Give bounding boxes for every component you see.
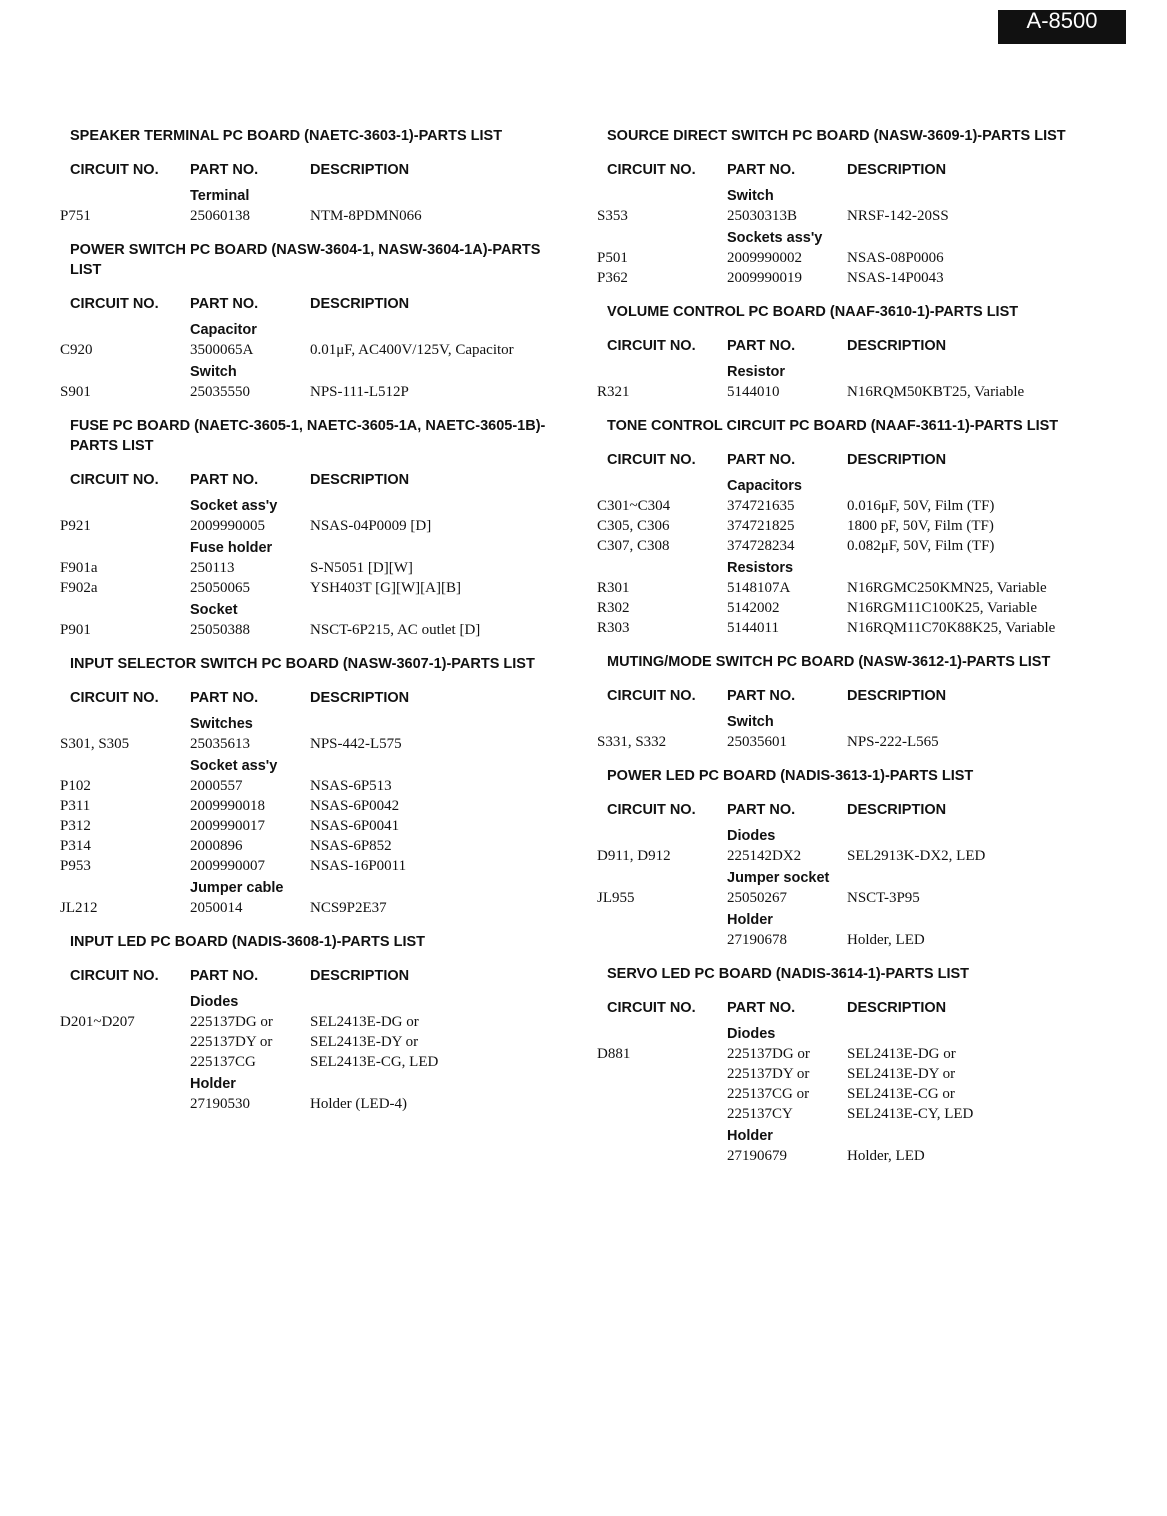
header-circuit-no: CIRCUIT NO. (607, 688, 696, 704)
part-no: 25050388 (190, 622, 250, 638)
part-no: 25050065 (190, 580, 250, 596)
description: Holder (LED-4) (310, 1096, 408, 1112)
part-row (597, 1044, 1097, 1064)
part-row (60, 816, 560, 836)
group-title: Fuse holder (190, 540, 273, 556)
circuit-no: P362 (597, 270, 628, 286)
header-description: DESCRIPTION (310, 968, 410, 984)
part-no: 225137CY (727, 1106, 793, 1122)
description: SEL2413E-CG or (847, 1086, 955, 1102)
part-no: 225137DY or (190, 1034, 273, 1050)
circuit-no (60, 1032, 190, 1052)
parts-section (60, 240, 560, 402)
column-header-row (70, 470, 560, 490)
part-no: 25050267 (727, 890, 787, 906)
circuit-no: P751 (60, 208, 91, 224)
header-description: DESCRIPTION (847, 452, 947, 468)
description: NSAS-04P0009 [D] (310, 518, 432, 534)
description: NSAS-6P852 (310, 838, 392, 854)
circuit-no: P953 (60, 858, 91, 874)
part-no: 3500065A (190, 342, 254, 358)
part-row (60, 796, 560, 816)
column-header-row (607, 450, 1097, 470)
part-no: 374728234 (727, 538, 795, 554)
circuit-no: S901 (60, 384, 91, 400)
parts-section (60, 932, 560, 1114)
part-row (597, 618, 1097, 638)
part-no: 374721825 (727, 518, 795, 534)
group-title: Holder (727, 912, 773, 928)
part-no: 25035550 (190, 384, 250, 400)
circuit-no (597, 1146, 727, 1166)
header-part-no: PART NO. (190, 968, 259, 984)
part-row (60, 734, 560, 754)
part-row (597, 268, 1097, 288)
group-title: Socket ass'y (190, 758, 278, 774)
header-circuit-no: CIRCUIT NO. (70, 690, 159, 706)
header-description: DESCRIPTION (847, 688, 947, 704)
part-row (597, 206, 1097, 226)
group-title: Switch (727, 714, 774, 730)
parts-group (60, 714, 560, 754)
header-circuit-no: CIRCUIT NO. (607, 338, 696, 354)
parts-group (597, 476, 1097, 556)
column-header-row (70, 160, 560, 180)
part-no: 2009990019 (727, 270, 802, 286)
parts-group (60, 538, 560, 598)
part-no: 2009990017 (190, 818, 265, 834)
group-title: Switches (190, 716, 253, 732)
section-title: POWER SWITCH PC BOARD (NASW-3604-1, NASW-3604-1A)-PARTS LIST (70, 242, 541, 278)
part-row (607, 1104, 1097, 1124)
header-part-no: PART NO. (190, 296, 259, 312)
part-no: 225137DY or (727, 1066, 810, 1082)
column-header-row (70, 688, 560, 708)
parts-section (597, 652, 1097, 752)
parts-group (597, 1024, 1097, 1124)
part-row (70, 1052, 560, 1072)
circuit-no: S353 (597, 208, 628, 224)
header-part-no: PART NO. (727, 162, 796, 178)
part-no: 2009990005 (190, 518, 265, 534)
description: SEL2413E-DG or (310, 1014, 419, 1030)
part-no: 2000896 (190, 838, 243, 854)
part-no: 2000557 (190, 778, 243, 794)
part-no: 27190679 (727, 1148, 787, 1164)
header-part-no: PART NO. (727, 338, 796, 354)
parts-group (607, 1126, 1097, 1166)
header-part-no: PART NO. (727, 1000, 796, 1016)
part-row (607, 930, 1097, 950)
description: NPS-111-L512P (310, 384, 409, 400)
section-title: SOURCE DIRECT SWITCH PC BOARD (NASW-3609-1)-PARTS LIST (607, 128, 1066, 144)
description: SEL2413E-CY, LED (847, 1106, 974, 1122)
header-circuit-no: CIRCUIT NO. (607, 162, 696, 178)
description: SEL2413E-DY or (847, 1066, 956, 1082)
description: Holder, LED (847, 1148, 925, 1164)
section-title: INPUT LED PC BOARD (NADIS-3608-1)-PARTS LIST (70, 934, 426, 950)
part-row (70, 1032, 560, 1052)
circuit-no: S331, S332 (597, 734, 667, 750)
description: YSH403T [G][W][A][B] (310, 580, 461, 596)
circuit-no: P901 (60, 622, 91, 638)
part-row (597, 888, 1097, 908)
header-description: DESCRIPTION (847, 1000, 947, 1016)
circuit-no (597, 930, 727, 950)
parts-group (60, 878, 560, 918)
group-title: Socket (190, 602, 238, 618)
description: NSAS-6P513 (310, 778, 392, 794)
parts-group (597, 558, 1097, 638)
part-no: 2009990007 (190, 858, 265, 874)
circuit-no: F901a (60, 560, 98, 576)
part-row (60, 340, 560, 360)
circuit-no: JL955 (597, 890, 635, 906)
group-title: Terminal (190, 188, 250, 204)
parts-group (597, 712, 1097, 752)
description: SEL2413E-DY or (310, 1034, 419, 1050)
part-no: 374721635 (727, 498, 795, 514)
part-row (597, 578, 1097, 598)
description: SEL2913K-DX2, LED (847, 848, 986, 864)
parts-section (597, 302, 1097, 402)
parts-group (597, 362, 1097, 402)
left-column (60, 126, 560, 1128)
header-circuit-no: CIRCUIT NO. (607, 1000, 696, 1016)
circuit-no: P921 (60, 518, 91, 534)
header-part-no: PART NO. (190, 690, 259, 706)
part-row (60, 836, 560, 856)
part-no: 225142DX2 (727, 848, 802, 864)
column-header-row (70, 966, 560, 986)
part-row (60, 516, 560, 536)
section-title: MUTING/MODE SWITCH PC BOARD (NASW-3612-1)-PARTS LIST (607, 654, 1051, 670)
section-title: FUSE PC BOARD (NAETC-3605-1, NAETC-3605-1A, NAETC-3605-1B)-PARTS LIST (70, 418, 546, 454)
part-no: 5142002 (727, 600, 780, 616)
part-row (607, 1064, 1097, 1084)
part-no: 27190678 (727, 932, 787, 948)
part-row (597, 732, 1097, 752)
column-header-row (607, 800, 1097, 820)
description: NSAS-6P0041 (310, 818, 400, 834)
parts-group (60, 600, 560, 640)
circuit-no: D881 (597, 1046, 631, 1062)
column-header-row (607, 998, 1097, 1018)
circuit-no (60, 1094, 190, 1114)
group-title: Capacitor (190, 322, 257, 338)
circuit-no: C305, C306 (597, 518, 670, 534)
description: NPS-222-L565 (847, 734, 939, 750)
right-column (597, 126, 1097, 1180)
part-no: 25060138 (190, 208, 250, 224)
parts-group (60, 496, 560, 536)
description: NSAS-6P0042 (310, 798, 400, 814)
part-no: 225137DG or (190, 1014, 273, 1030)
circuit-no: R302 (597, 600, 630, 616)
section-title: SPEAKER TERMINAL PC BOARD (NAETC-3603-1)-PARTS LIST (70, 128, 503, 144)
group-title: Diodes (727, 1026, 776, 1042)
part-no: 25035601 (727, 734, 787, 750)
part-no: 225137CG or (727, 1086, 810, 1102)
header-circuit-no: CIRCUIT NO. (607, 802, 696, 818)
part-row (60, 1012, 560, 1032)
description: NSAS-14P0043 (847, 270, 944, 286)
header-description: DESCRIPTION (310, 690, 410, 706)
column-header-row (607, 336, 1097, 356)
parts-group (597, 228, 1097, 288)
part-row (597, 516, 1097, 536)
header-description: DESCRIPTION (847, 162, 947, 178)
parts-section (597, 964, 1097, 1166)
circuit-no: D201~D207 (60, 1014, 135, 1030)
description: N16RQM11C70K88K25, Variable (847, 620, 1056, 636)
description: SEL2413E-CG, LED (310, 1054, 439, 1070)
part-row (60, 898, 560, 918)
column-header-row (607, 686, 1097, 706)
parts-group (597, 868, 1097, 908)
parts-section (597, 416, 1097, 638)
part-row (60, 856, 560, 876)
description: 0.016μF, 50V, Film (TF) (847, 498, 995, 514)
circuit-no: R321 (597, 384, 630, 400)
group-title: Capacitors (727, 478, 802, 494)
circuit-no: C307, C308 (597, 538, 670, 554)
group-title: Sockets ass'y (727, 230, 823, 246)
parts-section (597, 126, 1097, 288)
section-title: INPUT SELECTOR SWITCH PC BOARD (NASW-3607-1)-PARTS LIST (70, 656, 535, 672)
column-header-row (607, 160, 1097, 180)
parts-group (60, 320, 560, 360)
header-part-no: PART NO. (727, 452, 796, 468)
part-no: 225137DG or (727, 1046, 810, 1062)
parts-group (60, 992, 560, 1072)
parts-group (60, 362, 560, 402)
header-description: DESCRIPTION (310, 296, 410, 312)
circuit-no: D911, D912 (597, 848, 671, 864)
part-row (597, 248, 1097, 268)
part-no: 2009990018 (190, 798, 265, 814)
part-row (70, 1094, 560, 1114)
part-row (607, 1146, 1097, 1166)
parts-group (60, 186, 560, 226)
description: 0.082μF, 50V, Film (TF) (847, 538, 995, 554)
group-title: Switch (190, 364, 237, 380)
circuit-no: P311 (60, 798, 91, 814)
part-no: 250113 (190, 560, 235, 576)
part-no: 25035613 (190, 736, 250, 752)
model-tag: A-8500 (998, 10, 1126, 44)
parts-section (60, 654, 560, 918)
description: N16RGMC250KMN25, Variable (847, 580, 1047, 596)
header-description: DESCRIPTION (310, 162, 410, 178)
part-row (60, 382, 560, 402)
parts-section (60, 416, 560, 640)
circuit-no (597, 1104, 727, 1124)
header-description: DESCRIPTION (847, 338, 947, 354)
part-row (60, 620, 560, 640)
description: NTM-8PDMN066 (310, 208, 422, 224)
circuit-no: C920 (60, 342, 93, 358)
header-circuit-no: CIRCUIT NO. (70, 162, 159, 178)
description: NSAS-08P0006 (847, 250, 944, 266)
description: NPS-442-L575 (310, 736, 402, 752)
parts-section (597, 766, 1097, 950)
part-row (60, 578, 560, 598)
circuit-no: P312 (60, 818, 91, 834)
part-no: 2050014 (190, 900, 243, 916)
header-part-no: PART NO. (727, 688, 796, 704)
part-row (597, 382, 1097, 402)
description: S-N5051 [D][W] (310, 560, 413, 576)
circuit-no: JL212 (60, 900, 98, 916)
section-title: VOLUME CONTROL PC BOARD (NAAF-3610-1)-PARTS LIST (607, 304, 1019, 320)
description: N16RGM11C100K25, Variable (847, 600, 1037, 616)
group-title: Switch (727, 188, 774, 204)
group-title: Holder (727, 1128, 773, 1144)
circuit-no: R301 (597, 580, 630, 596)
description: SEL2413E-DG or (847, 1046, 956, 1062)
group-title: Diodes (190, 994, 239, 1010)
part-row (60, 206, 560, 226)
parts-group (607, 910, 1097, 950)
group-title: Diodes (727, 828, 776, 844)
part-row (597, 536, 1097, 556)
section-title: POWER LED PC BOARD (NADIS-3613-1)-PARTS LIST (607, 768, 974, 784)
header-description: DESCRIPTION (847, 802, 947, 818)
part-row (597, 598, 1097, 618)
circuit-no: C301~C304 (597, 498, 671, 514)
header-circuit-no: CIRCUIT NO. (70, 472, 159, 488)
section-title: SERVO LED PC BOARD (NADIS-3614-1)-PARTS LIST (607, 966, 970, 982)
part-no: 2009990002 (727, 250, 802, 266)
parts-group (597, 186, 1097, 226)
description: NSCT-3P95 (847, 890, 920, 906)
circuit-no: F902a (60, 580, 98, 596)
part-row (597, 846, 1097, 866)
circuit-no (597, 1064, 727, 1084)
circuit-no: R303 (597, 620, 630, 636)
header-circuit-no: CIRCUIT NO. (607, 452, 696, 468)
header-part-no: PART NO. (727, 802, 796, 818)
circuit-no (60, 1052, 190, 1072)
header-circuit-no: CIRCUIT NO. (70, 968, 159, 984)
circuit-no: P501 (597, 250, 628, 266)
header-circuit-no: CIRCUIT NO. (70, 296, 159, 312)
group-title: Holder (190, 1076, 236, 1092)
description: NRSF-142-20SS (847, 208, 949, 224)
part-no: 225137CG (190, 1054, 256, 1070)
group-title: Socket ass'y (190, 498, 278, 514)
group-title: Resistors (727, 560, 794, 576)
description: Holder, LED (847, 932, 925, 948)
part-no: 5148107A (727, 580, 791, 596)
group-title: Jumper cable (190, 880, 284, 896)
group-title: Jumper socket (727, 870, 830, 886)
circuit-no (597, 1084, 727, 1104)
parts-group (70, 1074, 560, 1114)
header-description: DESCRIPTION (310, 472, 410, 488)
part-no: 25030313B (727, 208, 798, 224)
header-part-no: PART NO. (190, 162, 259, 178)
description: NSAS-16P0011 (310, 858, 407, 874)
circuit-no: S301, S305 (60, 736, 130, 752)
part-no: 5144011 (727, 620, 779, 636)
part-row (60, 558, 560, 578)
part-row (607, 1084, 1097, 1104)
group-title: Resistor (727, 364, 786, 380)
parts-section (60, 126, 560, 226)
description: NSCT-6P215, AC outlet [D] (310, 622, 481, 638)
circuit-no: P102 (60, 778, 91, 794)
description: 1800 pF, 50V, Film (TF) (847, 518, 994, 534)
description: N16RQM50KBT25, Variable (847, 384, 1025, 400)
part-no: 5144010 (727, 384, 780, 400)
part-no: 27190530 (190, 1096, 250, 1112)
section-title: TONE CONTROL CIRCUIT PC BOARD (NAAF-3611-1)-PARTS LIST (607, 418, 1059, 434)
parts-group (60, 756, 560, 876)
description: NCS9P2E37 (310, 900, 387, 916)
part-row (60, 776, 560, 796)
circuit-no: P314 (60, 838, 91, 854)
header-part-no: PART NO. (190, 472, 259, 488)
column-header-row (70, 294, 560, 314)
parts-group (597, 826, 1097, 866)
part-row (597, 496, 1097, 516)
description: 0.01μF, AC400V/125V, Capacitor (310, 342, 514, 358)
